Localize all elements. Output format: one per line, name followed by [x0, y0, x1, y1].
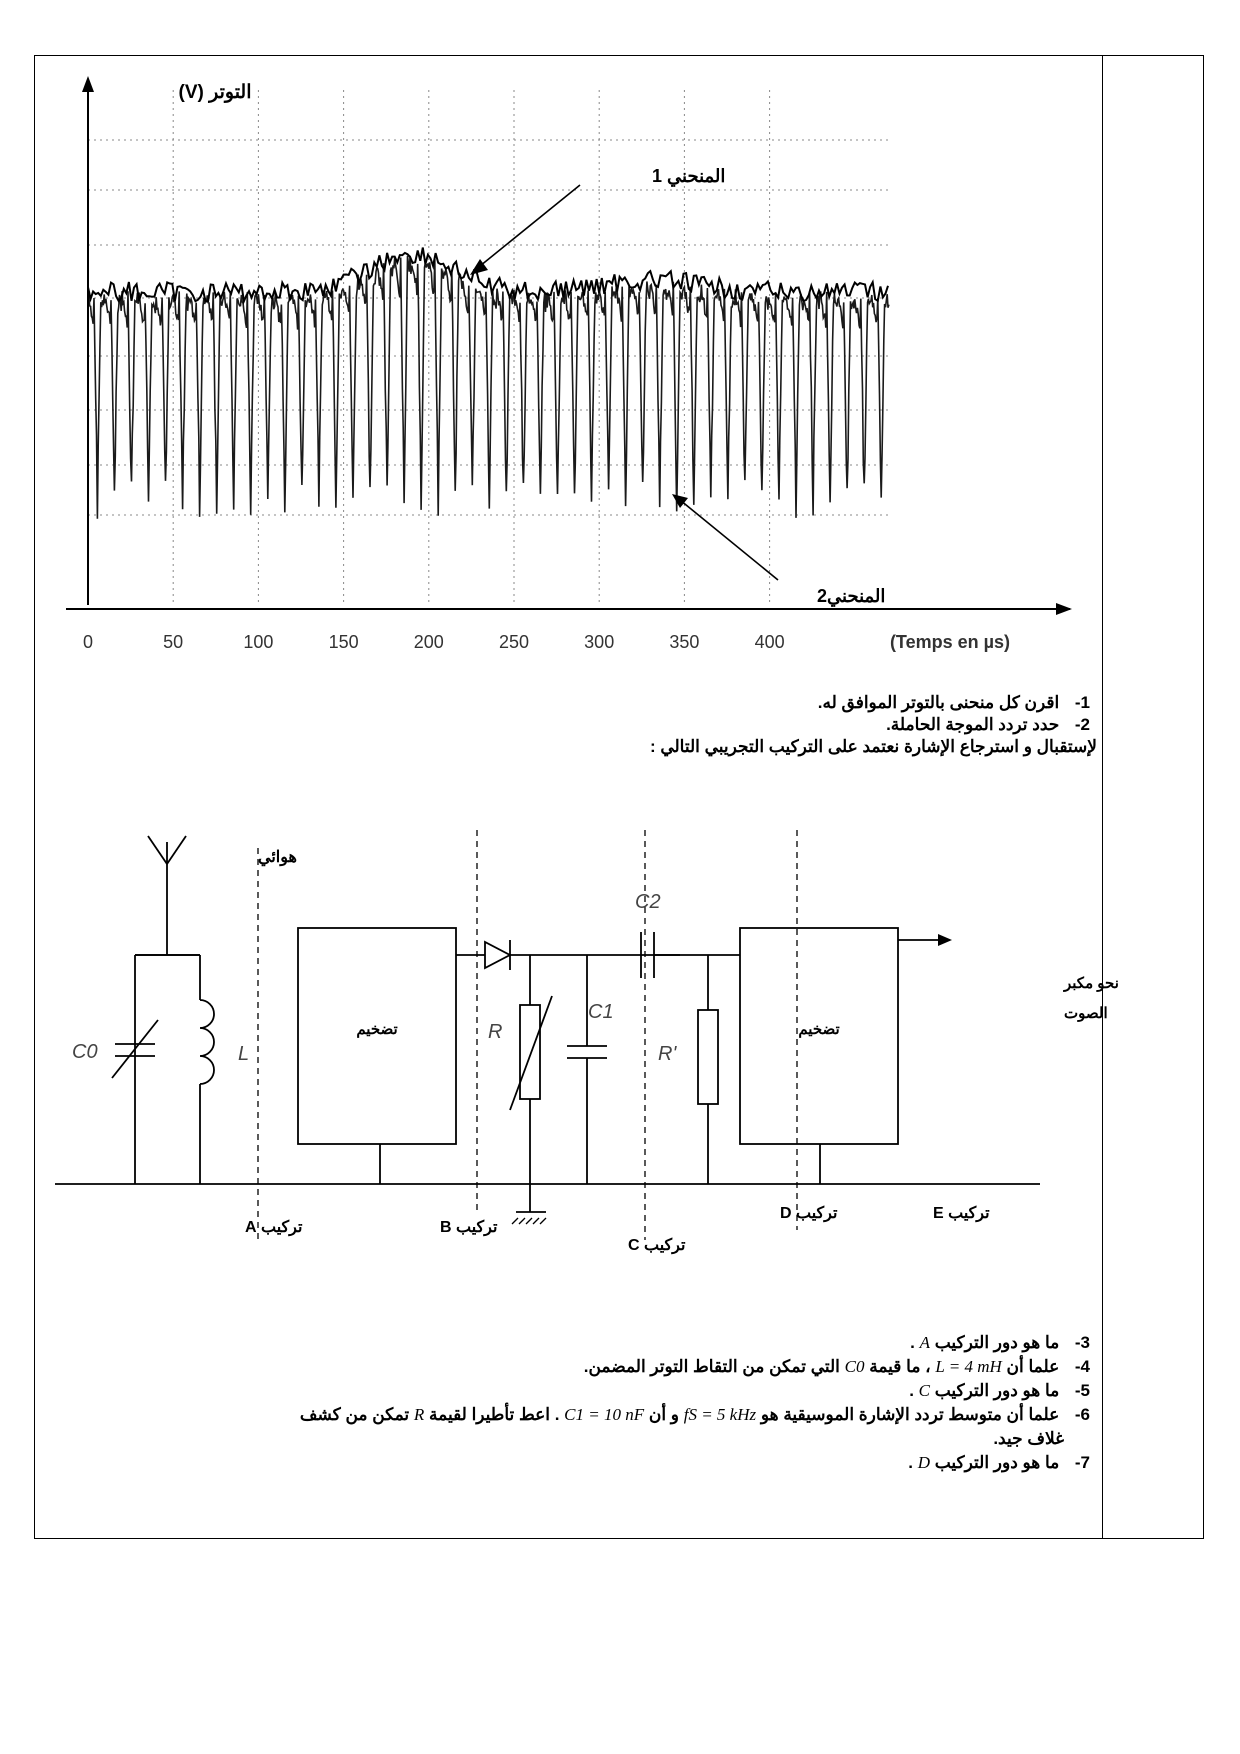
question-6-number: 6- [1074, 1405, 1090, 1424]
question-7: 7- ما هو دور التركيب D . [908, 1453, 1090, 1472]
question-3-number: 3- [1074, 1333, 1090, 1352]
question-3: 3- ما هو دور التركيب A . [910, 1333, 1090, 1352]
x-tick-label: 350 [669, 632, 700, 652]
x-tick-label: 100 [243, 632, 274, 652]
question-1-text: اقرن كل منحنى بالتوتر الموافق له. [817, 693, 1060, 712]
diode-icon [485, 940, 510, 970]
question-6-text-c: . اعط تأطيرا لقيمة [429, 1405, 560, 1424]
question-5-number: 5- [1074, 1381, 1090, 1400]
question-7-number: 7- [1074, 1453, 1090, 1472]
question-6-text-d: تمكن من كشف [299, 1405, 410, 1424]
curve-1-label: المنحني 1 [652, 166, 726, 186]
question-4-number: 4- [1074, 1357, 1090, 1376]
question-6-equation-1: fS = 5 kHz [683, 1405, 757, 1424]
curve-2-label: المنحني2 [817, 586, 886, 606]
antenna-label: هوائي [258, 849, 297, 866]
block-b-label: تركيب B [440, 1219, 498, 1236]
question-5-var: C [918, 1381, 930, 1400]
curve-2-arrow [680, 500, 778, 580]
curve-1-trace [88, 248, 888, 302]
chart-grid [88, 90, 890, 605]
curve-1-envelope [88, 248, 888, 302]
inductor-L [200, 1000, 214, 1084]
intro-line: لإستقبال و استرجاع الإشارة نعتمد على التركيب التجريبي التالي : [649, 737, 1097, 756]
x-tick-label: 150 [328, 632, 359, 652]
question-6-equation-2: C1 = 10 nF [564, 1405, 645, 1424]
output-arrow [938, 934, 952, 946]
amplifier-b-label: تضخيم [356, 1021, 398, 1038]
question-1-number: 1- [1074, 693, 1090, 712]
curve-1-arrow [480, 185, 580, 266]
question-4 [584, 1357, 1090, 1377]
question-4-text-c: التي تمكن من التقاط التوتر المضمن. [583, 1357, 840, 1376]
antenna-icon [148, 836, 186, 955]
x-tick-label: 50 [163, 632, 184, 652]
question-4-var: C0 [844, 1357, 865, 1376]
question-2 [886, 715, 1090, 735]
block-c-label: تركيب C [628, 1237, 686, 1254]
block-a-label: تركيب A [245, 1219, 303, 1236]
x-axis-arrow [1056, 603, 1072, 615]
x-tick-label: 400 [754, 632, 785, 652]
question-3-var: A [919, 1333, 930, 1352]
label-C0: C0 [72, 1041, 98, 1063]
question-5-text: ما هو دور التركيب [934, 1381, 1060, 1400]
question-1 [818, 693, 1090, 713]
question-3-text: ما هو دور التركيب [934, 1333, 1060, 1352]
x-tick-label: 0 [82, 632, 94, 652]
question-2-number: 2- [1074, 715, 1090, 734]
resistor-R [520, 1005, 540, 1099]
question-7-var: D [917, 1453, 930, 1472]
y-axis-label: التوتر (V) [178, 82, 252, 103]
resistor-R-prime [698, 1010, 718, 1104]
question-6-text-b: و أن [648, 1405, 679, 1424]
oscilloscope-chart [60, 70, 1100, 670]
question-7-text: ما هو دور التركيب [934, 1453, 1060, 1472]
question-6-var: R [413, 1405, 425, 1424]
question-5: 5- ما هو دور التركيب C . [909, 1381, 1090, 1400]
x-tick-label: 250 [498, 632, 530, 652]
block-e-label: تركيب E [933, 1205, 990, 1222]
block-d-label: تركيب D [780, 1205, 838, 1222]
label-C1: C1 [588, 1001, 614, 1023]
y-axis-arrow [82, 76, 94, 92]
output-label-1: نحو مكبر [1064, 975, 1119, 992]
question-4-text-b: ، ما قيمة [869, 1357, 931, 1376]
x-tick-label: 200 [413, 632, 444, 652]
margin-column [1102, 55, 1103, 1539]
curve-2-arrowhead [672, 494, 688, 508]
question-4-text-a: علما أن [1006, 1357, 1060, 1376]
amplifier-e-label: تضخيم [798, 1021, 840, 1038]
x-tick-labels [83, 632, 785, 652]
question-4-equation: L = 4 mH [935, 1357, 1002, 1376]
label-R: R [488, 1021, 503, 1043]
question-6-text-a: علما أن متوسط تردد الإشارة الموسيقية هو [760, 1405, 1060, 1424]
question-6 [300, 1405, 1090, 1425]
x-tick-label: 300 [584, 632, 615, 652]
label-L: L [238, 1043, 250, 1065]
output-label-2: الصوت [1064, 1005, 1108, 1022]
question-2-text: حدد تردد الموجة الحاملة. [886, 715, 1060, 734]
receiver-circuit [40, 820, 1119, 1260]
question-6-line-2: غلاف جيد. [993, 1429, 1064, 1448]
label-C2: C2 [635, 891, 661, 913]
resistor-R-adjust [510, 996, 552, 1110]
label-R-prime: R' [658, 1043, 677, 1065]
x-axis-label: (Temps en µs) [889, 632, 1010, 652]
